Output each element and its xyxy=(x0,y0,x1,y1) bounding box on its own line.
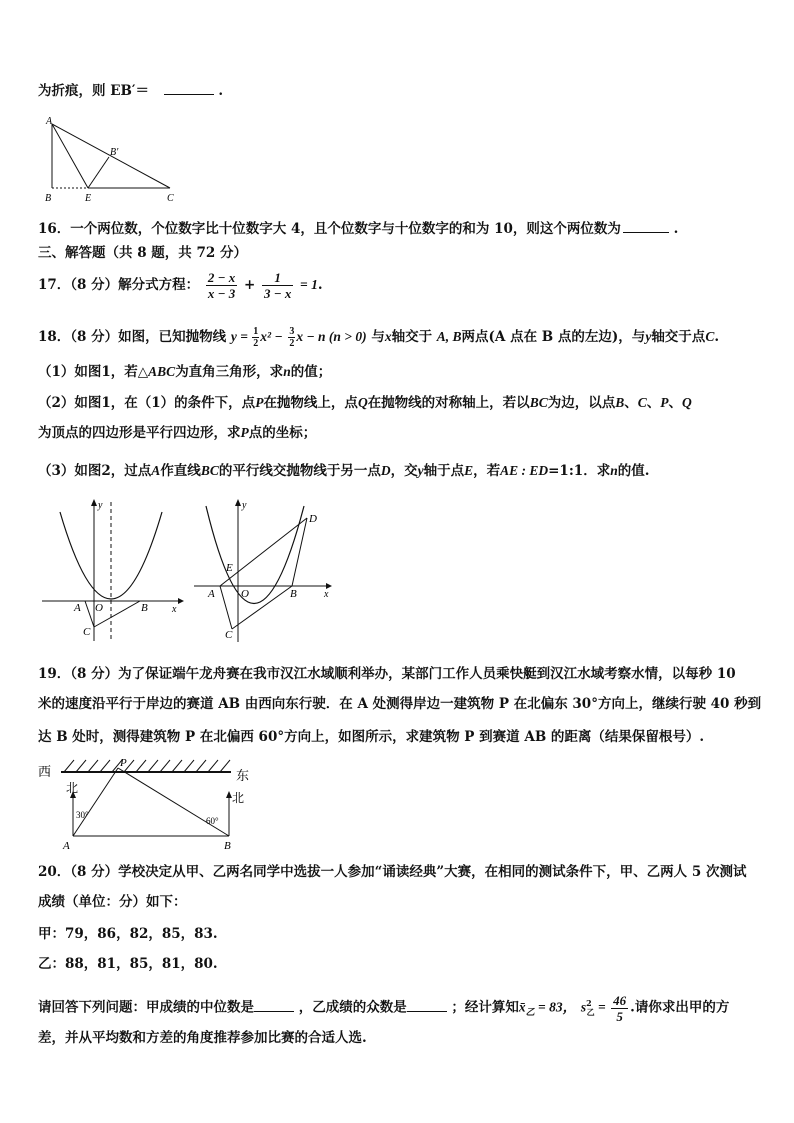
fig1-B: B xyxy=(141,602,148,614)
q17-fraction-2: $\frac{1}{3 - x}$ xyxy=(263,270,292,301)
q19-west: 西 xyxy=(38,765,52,780)
q20-yi-scores: 乙：88，81，85，81，80. xyxy=(38,956,218,972)
q17-label: 17．（8 分）解分式方程： xyxy=(38,277,200,293)
fig1-O: O xyxy=(95,602,103,614)
fig1-y-label: y xyxy=(98,500,103,511)
q16-answer-blank[interactable] xyxy=(623,218,669,233)
q20-line-1: 20．（8 分）学校决定从甲、乙两名同学中选拔一人参加“诵读经典”大赛，在相同的测试条件下，甲、乙两人 5 次测试 xyxy=(38,864,747,880)
q18-part1: （1）如图1，若△ABC为直角三角形，求n的值； xyxy=(38,364,332,380)
fig2-B: B xyxy=(290,588,297,600)
fig2-E: E xyxy=(226,562,233,574)
q19-P: P xyxy=(120,757,127,769)
fig2-C: C xyxy=(225,629,233,641)
q18-part3: （3）如图2，过点A作直线BC的平行线交抛物线于另一点D，交y轴于点E，若AE : ED=1:1．求n的值. xyxy=(38,463,650,479)
q15-label-A: A xyxy=(46,116,53,127)
fig2-D: D xyxy=(309,513,317,525)
q18-coef-1: $\frac{1}{2}$ xyxy=(253,326,259,349)
q20-mode-blank[interactable] xyxy=(407,997,447,1012)
q19-north-A: 北 xyxy=(66,781,79,795)
q19-angle-60: 60° xyxy=(206,816,219,826)
q15-label-B: B xyxy=(45,193,52,204)
q20-jia-scores: 甲：79，86，82，85，83. xyxy=(38,926,218,942)
q20-line-2: 成绩（单位：分）如下： xyxy=(38,894,187,910)
section-heading: 三、解答题（共 8 题，共 72 分） xyxy=(38,245,247,261)
q15-tail-line: 为折痕，则 EB′＝ . xyxy=(38,80,223,101)
q15-label-E: E xyxy=(85,193,92,204)
q19-line-3: 达 B 处时，测得建筑物 P 在北偏西 60°方向上，如图所示，求建筑物 P 到赛道 AB 的距离（结果保留根号）. xyxy=(38,729,705,745)
q18-part2: （2）如图1，在（1）的条件下，点P在抛物线上，点Q在抛物线的对称轴上，若以BC为边，以点B、C、P、Q xyxy=(38,395,692,411)
q19-figure xyxy=(36,756,266,856)
q15-label-Bprime: B′ xyxy=(110,147,119,158)
q18-part2-cont: 为顶点的四边形是平行四边形，求P点的坐标； xyxy=(38,425,317,441)
q18-line: 18．（8 分）如图，已知抛物线 y = $\frac{1}{2}$ x² − $\frac{3}{2}$ x − n (n > 0) 与x轴交于 A, B两点(A 点在 B 点的左边)，与y轴交于点C. xyxy=(38,326,720,349)
q20-variance-fraction: $\frac{46}{5}$ xyxy=(613,992,627,1024)
fig2-y-label: y xyxy=(242,500,247,511)
q17-line: 17．（8 分）解分式方程： $\frac{2 - x}{x - 3}$ + $\frac{1}{3 - x}$ = 1. xyxy=(38,270,323,301)
q15-triangle-figure xyxy=(40,114,190,206)
q18-figure-1 xyxy=(40,496,190,646)
fig2-A: A xyxy=(208,588,215,600)
fig2-x-label: x xyxy=(324,589,329,600)
q20-line-4: 差，并从平均数和方差的角度推荐参加比赛的合适人选. xyxy=(38,1030,367,1046)
q19-B: B xyxy=(224,840,231,852)
fig2-O: O xyxy=(241,588,249,600)
q15-label-C: C xyxy=(167,193,174,204)
q20-question-line: 请回答下列问题：甲成绩的中位数是 ，乙成绩的众数是 ；经计算知$x̄_乙 = 83$， $s^2_乙$ = $\frac{46}{5}$ .请你求出甲的方 xyxy=(38,992,730,1024)
q19-east: 东 xyxy=(236,769,250,784)
q16-text: 16．一个两位数，个位数字比十位数字大 4，且个位数字与十位数字的和为 10，则这个两位数为 xyxy=(38,221,621,237)
q17-fraction-1: $\frac{2 - x}{x - 3}$ xyxy=(207,270,236,301)
q19-angle-30: 30° xyxy=(76,810,89,820)
q19-line-2: 米的速度沿平行于岸边的赛道 AB 由西向东行驶．在 A 处测得岸边一建筑物 P 在北偏东 30°方向上，继续行驶 40 秒到 xyxy=(38,696,762,712)
q16-line: 16．一个两位数，个位数字比十位数字大 4，且个位数字与十位数字的和为 10，则这个两位数为 . xyxy=(38,218,678,239)
q18-figure-2 xyxy=(192,496,342,646)
q18-coef-2: $\frac{3}{2}$ xyxy=(289,326,295,349)
q19-north-B: 北 xyxy=(232,791,245,805)
fig1-C: C xyxy=(83,626,91,638)
q15-answer-blank[interactable] xyxy=(164,80,214,95)
fig1-x-label: x xyxy=(172,604,177,615)
fig1-A: A xyxy=(74,602,81,614)
q15-tail-text: 为折痕，则 EB′＝ xyxy=(38,83,149,99)
q19-line-1: 19．（8 分）为了保证端午龙舟赛在我市汉江水域顺利举办，某部门工作人员乘快艇到汉江水域考察水情，以每秒 10 xyxy=(38,666,736,682)
q20-median-blank[interactable] xyxy=(254,997,294,1012)
q19-A: A xyxy=(63,840,70,852)
